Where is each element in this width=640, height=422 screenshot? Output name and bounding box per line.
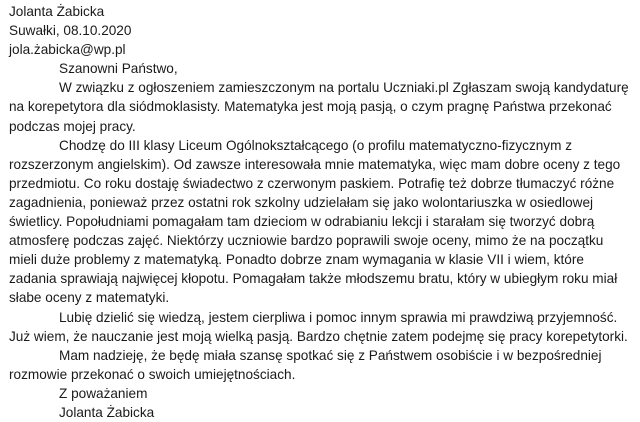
closing-phrase: Z poważaniem <box>59 385 148 401</box>
cover-letter <box>9 2 631 422</box>
sender-name: Jolanta Żabicka <box>9 4 105 19</box>
sender-email: jola.żabicka@wp.pl <box>9 42 126 58</box>
signature: Jolanta Żabicka <box>59 404 155 420</box>
paragraph-application: W związku z ogłoszeniem zamieszczonym na portalu Uczniaki.pl Zgłaszam swoją kandydaturę na korepetytora dla siódmoklasisty. Matematyka jest moją pasją, o czym pragnę Państwa przekonać podczas mojej pracy. <box>9 80 629 134</box>
paragraph-experience: Chodzę do III klasy Liceum Ogólnokształcącego (o profilu matematyczno-fizycznym z rozszerzonym angielskim). Od zawsze interesowała mnie matematyka, więc mam dobre oceny z tego przedmiotu. Co roku dostaję świadectwo z czerwonym paskiem. Potrafię też dobrze tłumaczyć różne zagadnienia, ponieważ przez ostatni rok szkolny udzielałam się jako wolontariuszka w osiedlowej świetlicy. Popołudniami pomagałam tam dzieciom w odrabianiu lekcji i starałam się tworzyć dobrą atmosferę podczas zajęć. Niektórzy uczniowie bardzo poprawili swoje oceny, mimo że na początku mieli duże problemy z matematyką. Ponadto dobrze znam wymagania w klasie VII i wiem, które zadania sprawiają najwięcej kłopotu. Pomagałam także młodszemu bratu, który w ubiegłym roku miał słabe oceny z matematyki. <box>9 137 621 306</box>
paragraph-closing: Mam nadzieję, że będę miała szansę spotkać się z Państwem osobiście i w bezpośredniej rozmowie przekonać o swoich umiejętnościach. <box>9 347 602 382</box>
paragraph-personality: Lubię dzielić się wiedzą, jestem cierpliwa i pomoc innym sprawia mi prawdziwą przyjemność. Już wiem, że nauczanie jest moją wielką pasją. Bardzo chętnie zatem podejmę się pracy korepetytorki. <box>9 309 628 344</box>
place-and-date: Suwałki, 08.10.2020 <box>9 23 132 39</box>
salutation: Szanowni Państwo, <box>59 61 178 77</box>
